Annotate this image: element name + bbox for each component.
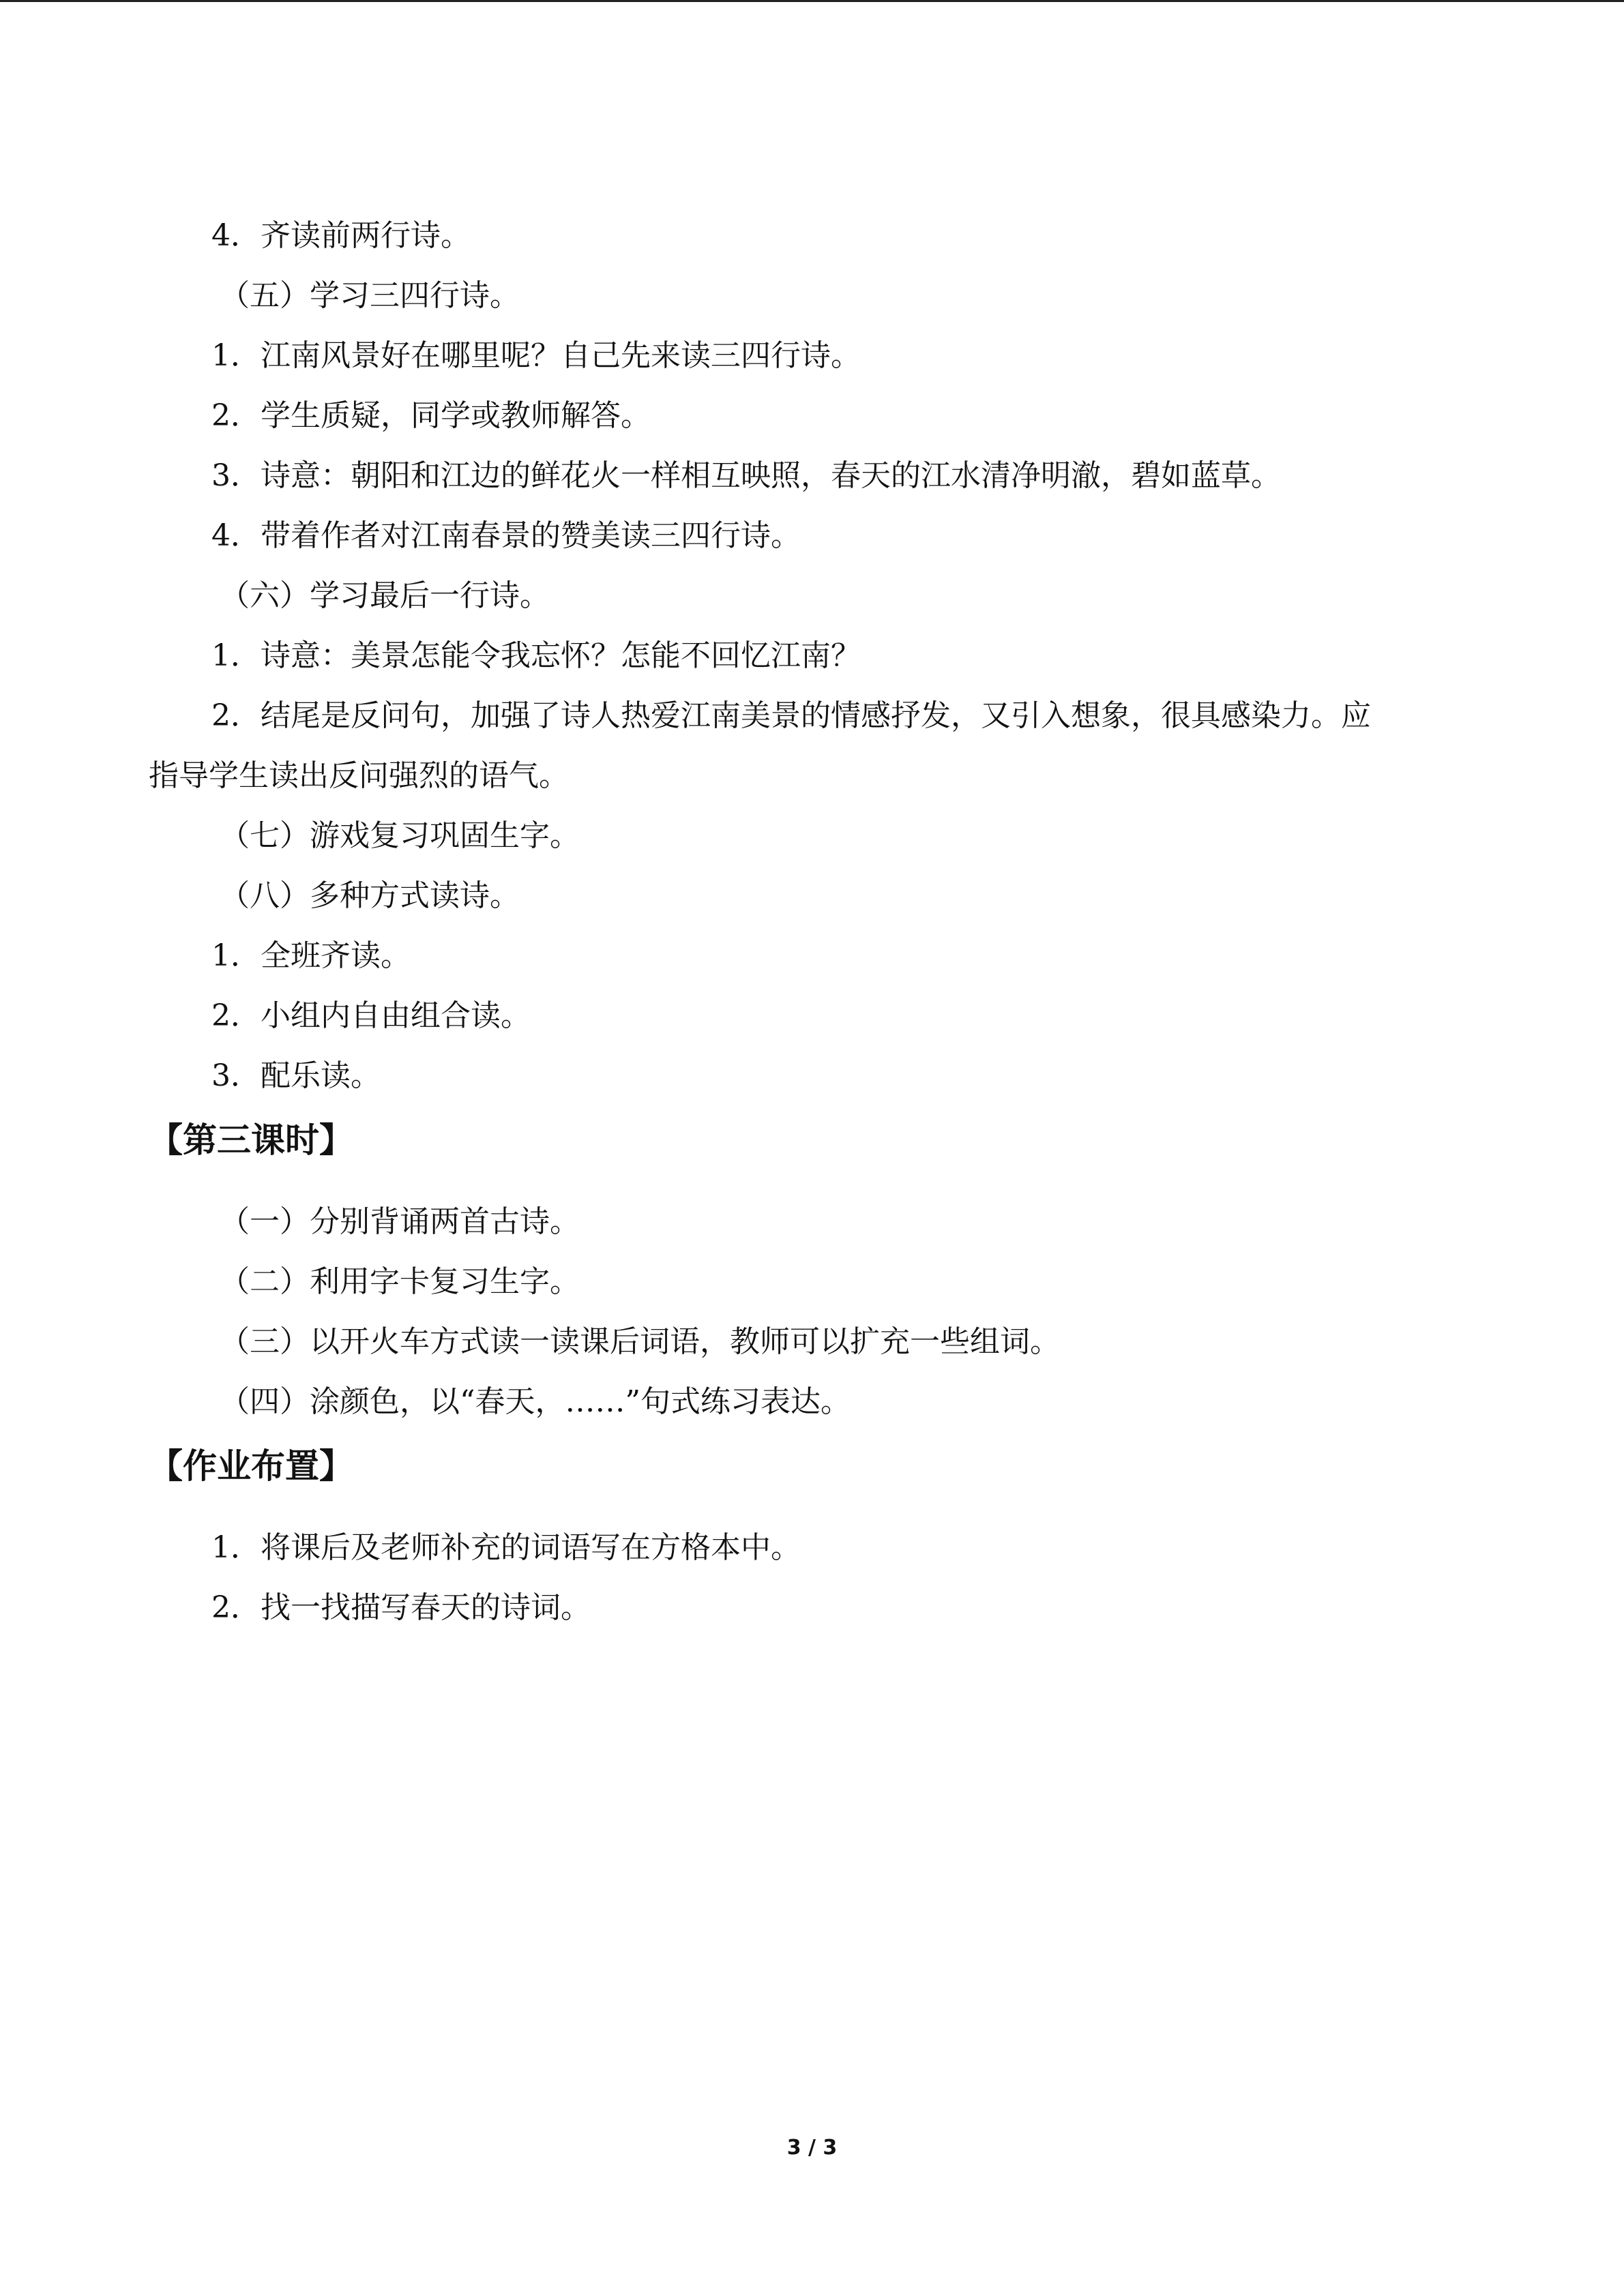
paragraph-line: 1．全班齐读。: [211, 938, 411, 973]
paragraph-line-continued: 指导学生读出反问强烈的语气。: [149, 758, 569, 793]
paragraph-line: 1．将课后及老师补充的词语写在方格本中。: [211, 1530, 801, 1565]
paragraph-line: 2．学生质疑，同学或教师解答。: [211, 398, 651, 433]
paragraph-line: 2．小组内自由组合读。: [211, 998, 531, 1033]
subsection-title: （一）分别背诵两首古诗。: [220, 1204, 580, 1239]
subsection-title: （三）以开火车方式读一读课后词语，教师可以扩充一些组词。: [220, 1324, 1060, 1359]
section-heading-third-lesson: 【第三课时】: [149, 1120, 353, 1160]
paragraph-line: 1．江南风景好在哪里呢？自己先来读三四行诗。: [211, 338, 861, 373]
subsection-title: （四）涂颜色，以“春天，……”句式练习表达。: [220, 1384, 851, 1419]
paragraph-line: 2．结尾是反问句，加强了诗人热爱江南美景的情感抒发，又引入想象，很具感染力。应: [211, 698, 1371, 733]
paragraph-line: 2．找一找描写春天的诗词。: [211, 1590, 591, 1625]
paragraph-line: 4．带着作者对江南春景的赞美读三四行诗。: [211, 518, 801, 553]
page-number: 3 / 3: [786, 2136, 838, 2160]
subsection-title: （二）利用字卡复习生字。: [220, 1264, 580, 1299]
subsection-title: （五）学习三四行诗。: [220, 278, 520, 313]
paragraph-line: 3．配乐读。: [211, 1058, 381, 1093]
subsection-title: （八）多种方式读诗。: [220, 878, 520, 913]
paragraph-line: 4．齐读前两行诗。: [211, 218, 471, 253]
subsection-title: （七）游戏复习巩固生字。: [220, 818, 580, 853]
paragraph-line: 1．诗意：美景怎能令我忘怀？怎能不回忆江南？: [211, 638, 861, 673]
paragraph-line: 3．诗意：朝阳和江边的鲜花火一样相互映照，春天的江水清净明澈，碧如蓝草。: [211, 458, 1281, 493]
section-heading-homework: 【作业布置】: [149, 1446, 353, 1486]
subsection-title: （六）学习最后一行诗。: [220, 578, 550, 613]
